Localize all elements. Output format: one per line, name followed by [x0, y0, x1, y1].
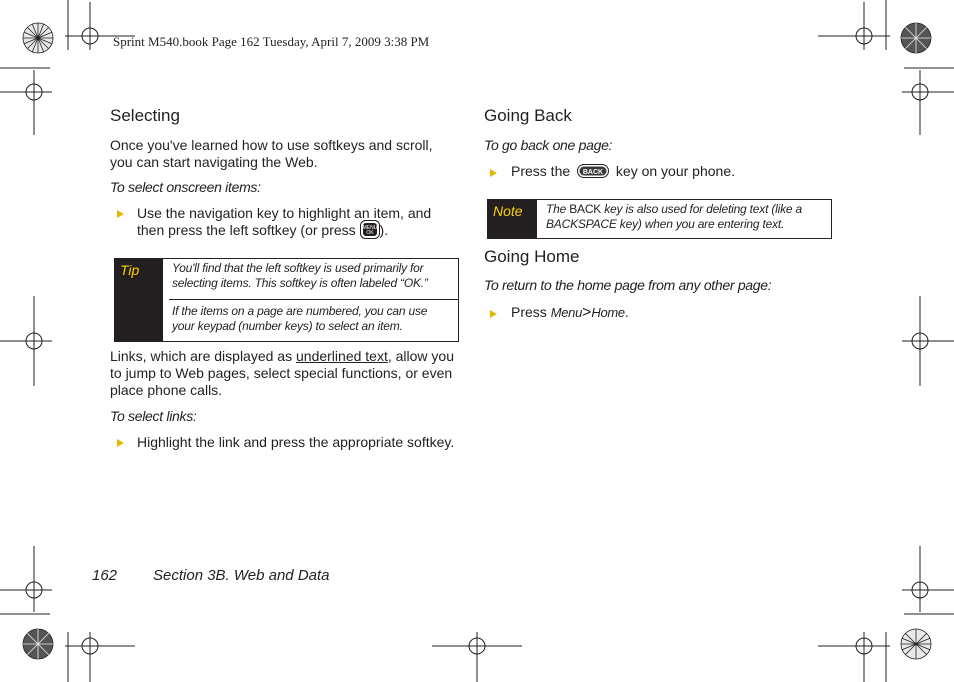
- bullet-press-end: .: [624, 304, 629, 320]
- menu-key-top-label: MENU: [362, 225, 377, 231]
- instruction-go-home: To return to the home page from any other page:: [484, 277, 772, 293]
- heading-going-home: Going Home: [484, 247, 580, 266]
- bullet-line-2: [137, 222, 431, 241]
- page-number: 162: [92, 567, 118, 584]
- bullet-press-back-post: key on your phone.: [615, 163, 736, 179]
- back-key-label: BACK: [582, 169, 604, 177]
- home-text: Home: [591, 305, 625, 320]
- tip-text-1-line-2: selecting items. This softkey is often labeled “OK.”: [172, 276, 428, 290]
- bullet-line-1: Use the navigation key to highlight an item, and: [137, 205, 432, 221]
- tip-label-box: [115, 259, 163, 341]
- note-callout: [487, 199, 832, 239]
- section-title: Section 3B. Web and Data: [153, 567, 330, 584]
- bullet-line-2-post: ).: [379, 222, 389, 239]
- links-paragraph: [110, 348, 454, 399]
- note-line-1-pre: The: [546, 202, 570, 216]
- bullet-arrow-icon: [117, 210, 124, 218]
- note-text: [546, 202, 802, 232]
- instruction-select-links: To select links:: [110, 408, 197, 424]
- bullet-press-menu-home: [511, 304, 629, 321]
- instruction-go-back: To go back one page:: [484, 137, 613, 153]
- note-line-1: [546, 202, 802, 217]
- tip-label: Tip: [120, 262, 140, 278]
- bullet-press-back-pre: Press the: [511, 163, 571, 179]
- bullet-highlight-link: Highlight the link and press the appropriate softkey.: [137, 434, 455, 450]
- intro-line-1: Once you've learned how to use softkeys and scroll,: [110, 137, 433, 153]
- instruction-select-items: To select onscreen items:: [110, 179, 261, 195]
- tip-text-2-line-2: your keypad (number keys) to select an item.: [172, 319, 403, 333]
- links-line-1-pre: Links, which are displayed as: [110, 348, 296, 364]
- back-key-icon: [577, 164, 609, 178]
- tip-text-1: [172, 261, 428, 291]
- menu-key-bottom-label: OK: [365, 230, 374, 236]
- bullet-arrow-icon: [117, 439, 124, 447]
- bullet-arrow-icon: [490, 310, 497, 318]
- tip-text-2-line-1: If the items on a page are numbered, you can use: [172, 304, 428, 318]
- heading-going-back: Going Back: [484, 106, 572, 125]
- note-line-2: BACKSPACE key) when you are entering text.: [546, 217, 785, 231]
- menu-text: Menu: [550, 305, 583, 320]
- heading-selecting: Selecting: [110, 106, 180, 125]
- note-label-box: [488, 200, 537, 238]
- links-line-3: place phone calls.: [110, 382, 223, 398]
- print-slug: Sprint M540.book Page 162 Tuesday, April 7, 2009 3:38 PM: [113, 34, 430, 49]
- bullet-press-back: [511, 163, 735, 180]
- bullet-arrow-icon: [490, 169, 497, 177]
- links-line-2: to jump to Web pages, select special functions, or even: [110, 365, 453, 381]
- bullet-select-item: [137, 205, 431, 241]
- intro-line-2: you can start navigating the Web.: [110, 154, 318, 170]
- note-back-key-text: BACK: [569, 202, 602, 216]
- menu-separator: >: [582, 304, 592, 321]
- crosshair-top-right: [818, 2, 890, 50]
- tip-text-2: [172, 304, 427, 334]
- note-line-1-post: key is also used for deleting text (like a: [601, 202, 802, 216]
- menu-ok-key-icon: [360, 220, 380, 239]
- note-label: Note: [493, 203, 523, 219]
- intro-paragraph: [110, 137, 433, 171]
- links-line-1-post: , allow you: [387, 348, 454, 364]
- links-line-1: [110, 348, 454, 365]
- tip-callout: [114, 258, 459, 342]
- bullet-press-pre: Press: [511, 304, 551, 320]
- underlined-text-example: underlined text: [296, 348, 388, 364]
- tip-text-1-line-1: You'll find that the left softkey is used primarily for: [172, 261, 424, 275]
- bullet-line-2-pre: then press the left softkey (or press: [137, 222, 356, 239]
- tip-divider: [169, 299, 458, 300]
